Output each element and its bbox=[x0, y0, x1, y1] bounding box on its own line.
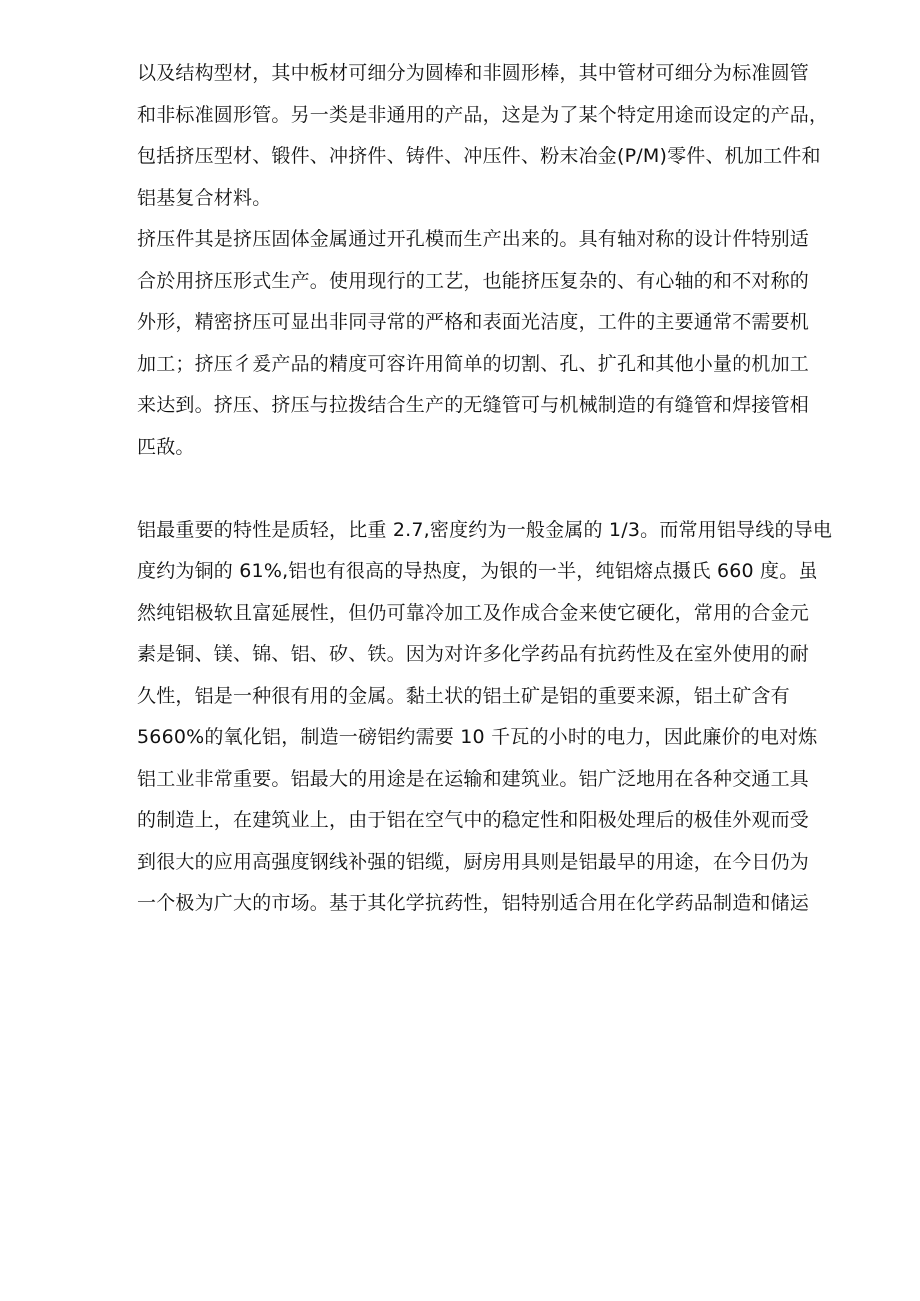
text-line: 度约为铜的 61%,铝也有很高的导热度，为银的一半，纯铝熔点摄氏 660 度。虽 bbox=[137, 560, 818, 582]
text-line: 以及结构型材，其中板材可细分为圆棒和非圆形棒，其中管材可细分为标准圆管 bbox=[137, 62, 810, 84]
text-line: 铝最重要的特性是质轻，比重 2.7,密度约为一般金属的 1/3。而常用铝导线的导电 bbox=[137, 518, 833, 541]
text-line: 一个极为广大的市场。基于其化学抗药性，铝特别适合用在化学药品制造和储运 bbox=[137, 892, 810, 914]
text-line: 匹敌。 bbox=[137, 435, 195, 458]
text-line: 的制造上，在建筑业上，由于铝在空气中的稳定性和阳极处理后的极佳外观而受 bbox=[137, 809, 810, 831]
text-line: 和非标准圆形管。另一类是非通用的产品，这是为了某个特定用途而设定的产品， bbox=[137, 103, 829, 126]
text-line: 合於用挤压形式生产。使用现行的工艺，也能挤压复杂的、有心轴的和不对称的 bbox=[137, 269, 810, 292]
text-line: 5660%的氧化铝，制造一磅铝约需要 10 千瓦的小时的电力，因此廉价的电对炼 bbox=[137, 726, 818, 748]
document-body bbox=[137, 53, 867, 925]
text-line: 久性，铝是一种很有用的金属。黏土状的铝土矿是铝的重要来源，铝土矿含有 bbox=[137, 684, 790, 707]
text-line: 然纯铝极软且富延展性，但仍可靠冷加工及作成合金来使它硬化，常用的合金元 bbox=[137, 601, 810, 624]
text-line: 铝基复合材料。 bbox=[137, 186, 272, 209]
text-line: 挤压件其是挤压固体金属通过开孔模而生产出来的。具有轴对称的设计件特别适 bbox=[137, 228, 810, 250]
text-line: 来达到。挤压、挤压与拉拨结合生产的无缝管可与机械制造的有缝管和焊接管相 bbox=[137, 394, 810, 416]
text-line: 包括挤压型材、锻件、冲挤件、铸件、冲压件、粉末冶金(P/M)零件、机加工件和 bbox=[137, 145, 821, 167]
paragraph-spacer bbox=[137, 468, 867, 510]
text-line: 外形，精密挤压可显出非同寻常的严格和表面光洁度，工件的主要通常不需要机 bbox=[137, 311, 810, 333]
text-line: 到很大的应用高强度钢线补强的铝缆，厨房用具则是铝最早的用途，在今日仍为 bbox=[137, 850, 810, 873]
text-line: 素是铜、镁、锦、铝、矽、铁。因为对许多化学药品有抗药性及在室外使用的耐 bbox=[137, 643, 810, 665]
paragraph-3 bbox=[137, 510, 867, 925]
text-line: 铝工业非常重要。铝最大的用途是在运输和建筑业。铝广泛地用在各种交通工具 bbox=[137, 767, 810, 790]
paragraph-2 bbox=[137, 219, 867, 468]
text-line: 加工；挤压彳爰产品的精度可容许用简单的切割、孔、扩孔和其他小量的机加工 bbox=[137, 352, 810, 375]
paragraph-1 bbox=[137, 53, 867, 219]
